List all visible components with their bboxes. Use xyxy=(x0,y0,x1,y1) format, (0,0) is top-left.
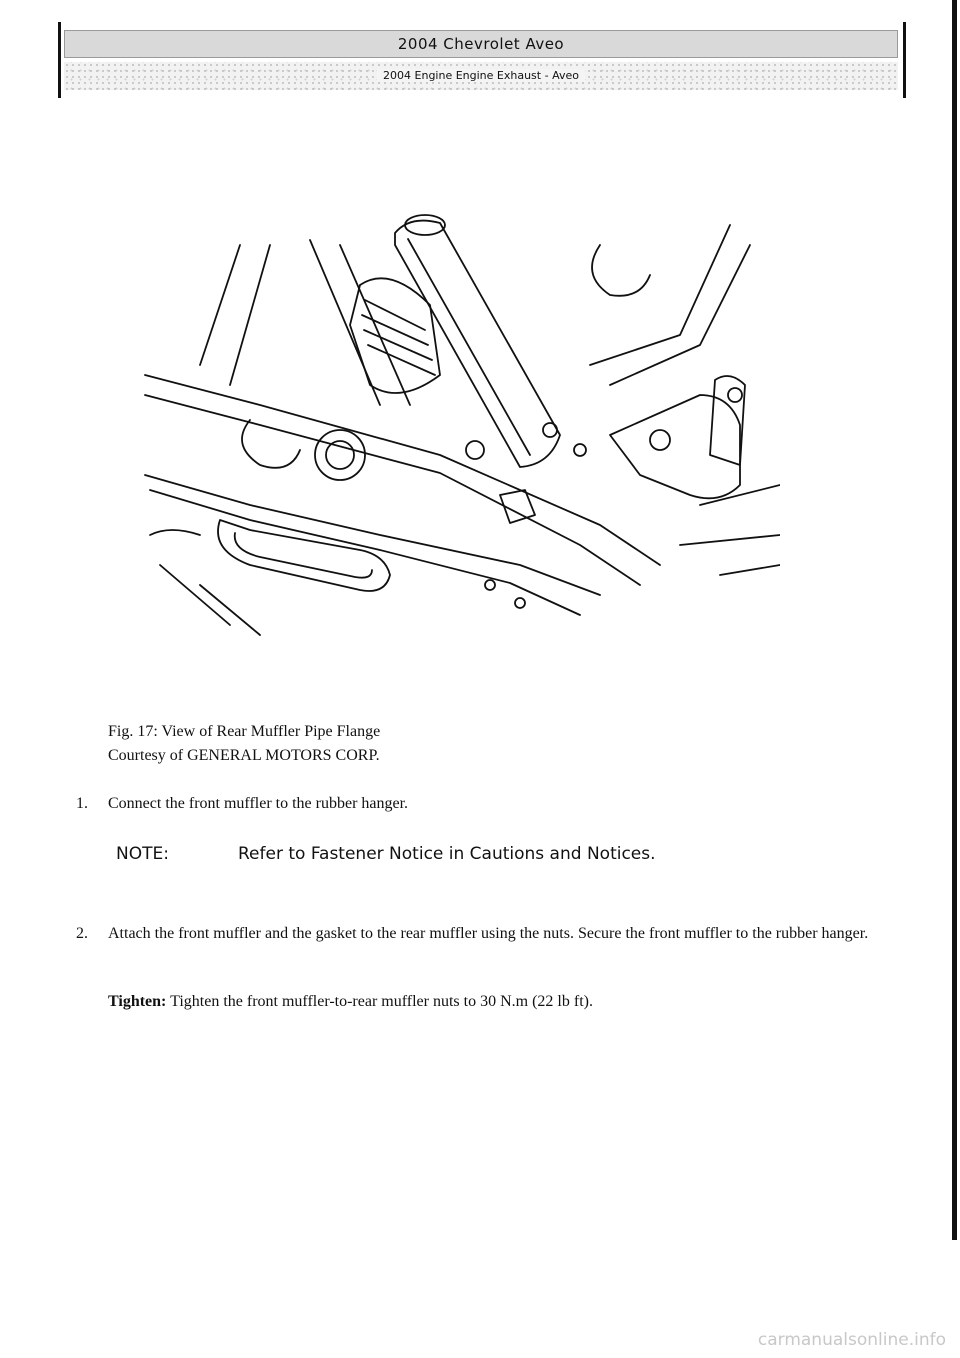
frame-rail-bottom xyxy=(145,475,600,595)
header-frame-right xyxy=(903,22,906,98)
lower-pipe-2 xyxy=(160,565,230,625)
torque-label: Tighten: xyxy=(108,993,167,1010)
step-text: Connect the front muffler to the rubber hanger. xyxy=(108,795,409,812)
lower-pipe-1 xyxy=(150,530,200,535)
muffler-body xyxy=(350,278,440,393)
site-watermark: carmanualsonline.info xyxy=(757,1330,946,1350)
bracket-bolt xyxy=(728,388,742,402)
torque-spec xyxy=(108,990,593,1013)
torque-text: Tighten the front muffler-to-rear muffler nuts to 30 N.m (22 lb ft). xyxy=(170,993,593,1010)
clamp-ring-inner xyxy=(326,441,354,469)
page-header xyxy=(64,30,898,94)
figure-caption-credit: Courtesy of GENERAL MOTORS CORP. xyxy=(108,747,380,764)
document-title: 2004 Chevrolet Aveo xyxy=(64,30,898,58)
upper-right-member xyxy=(610,245,750,385)
frame-rail-lower xyxy=(145,395,640,585)
rail-hole-1 xyxy=(485,580,495,590)
flange-bolt xyxy=(650,430,670,450)
step-number: 1. xyxy=(76,795,88,812)
stud-nut xyxy=(543,423,557,437)
document-subtitle xyxy=(64,62,898,90)
page-side-rule xyxy=(952,0,957,1240)
strut-1 xyxy=(200,245,240,365)
rail-hole-2 xyxy=(515,598,525,608)
strut-2 xyxy=(230,245,270,385)
exhaust-pipe xyxy=(395,221,560,467)
hanger-hook xyxy=(592,245,650,296)
note-label: NOTE: xyxy=(116,844,169,864)
flange-plate xyxy=(610,395,740,498)
pipe-highlight xyxy=(408,239,530,455)
header-frame-left xyxy=(58,22,61,98)
step-text: Attach the front muffler and the gasket to the rear muffler using the nuts. Secure the front muffler to the rubber hanger. xyxy=(108,925,869,942)
muffler-ribs xyxy=(362,300,435,375)
frame-rail-upper xyxy=(145,375,660,565)
pipe-end xyxy=(405,215,445,235)
strut-3 xyxy=(310,240,380,405)
figure-caption xyxy=(108,720,380,768)
flange-hole xyxy=(574,444,586,456)
clamp-ring xyxy=(315,430,365,480)
hanger-nut xyxy=(466,441,484,459)
lower-pipe-3 xyxy=(200,585,260,635)
step-number: 2. xyxy=(76,925,88,942)
right-edge-member xyxy=(680,485,780,575)
document-subtitle-text: 2004 Engine Engine Exhaust - Aveo xyxy=(377,69,585,82)
figure-caption-title: Fig. 17: View of Rear Muffler Pipe Flange xyxy=(108,723,381,740)
rear-muffler-flange-illustration xyxy=(140,205,780,645)
note-text: Refer to Fastener Notice in Cautions and Notices. xyxy=(238,844,656,864)
